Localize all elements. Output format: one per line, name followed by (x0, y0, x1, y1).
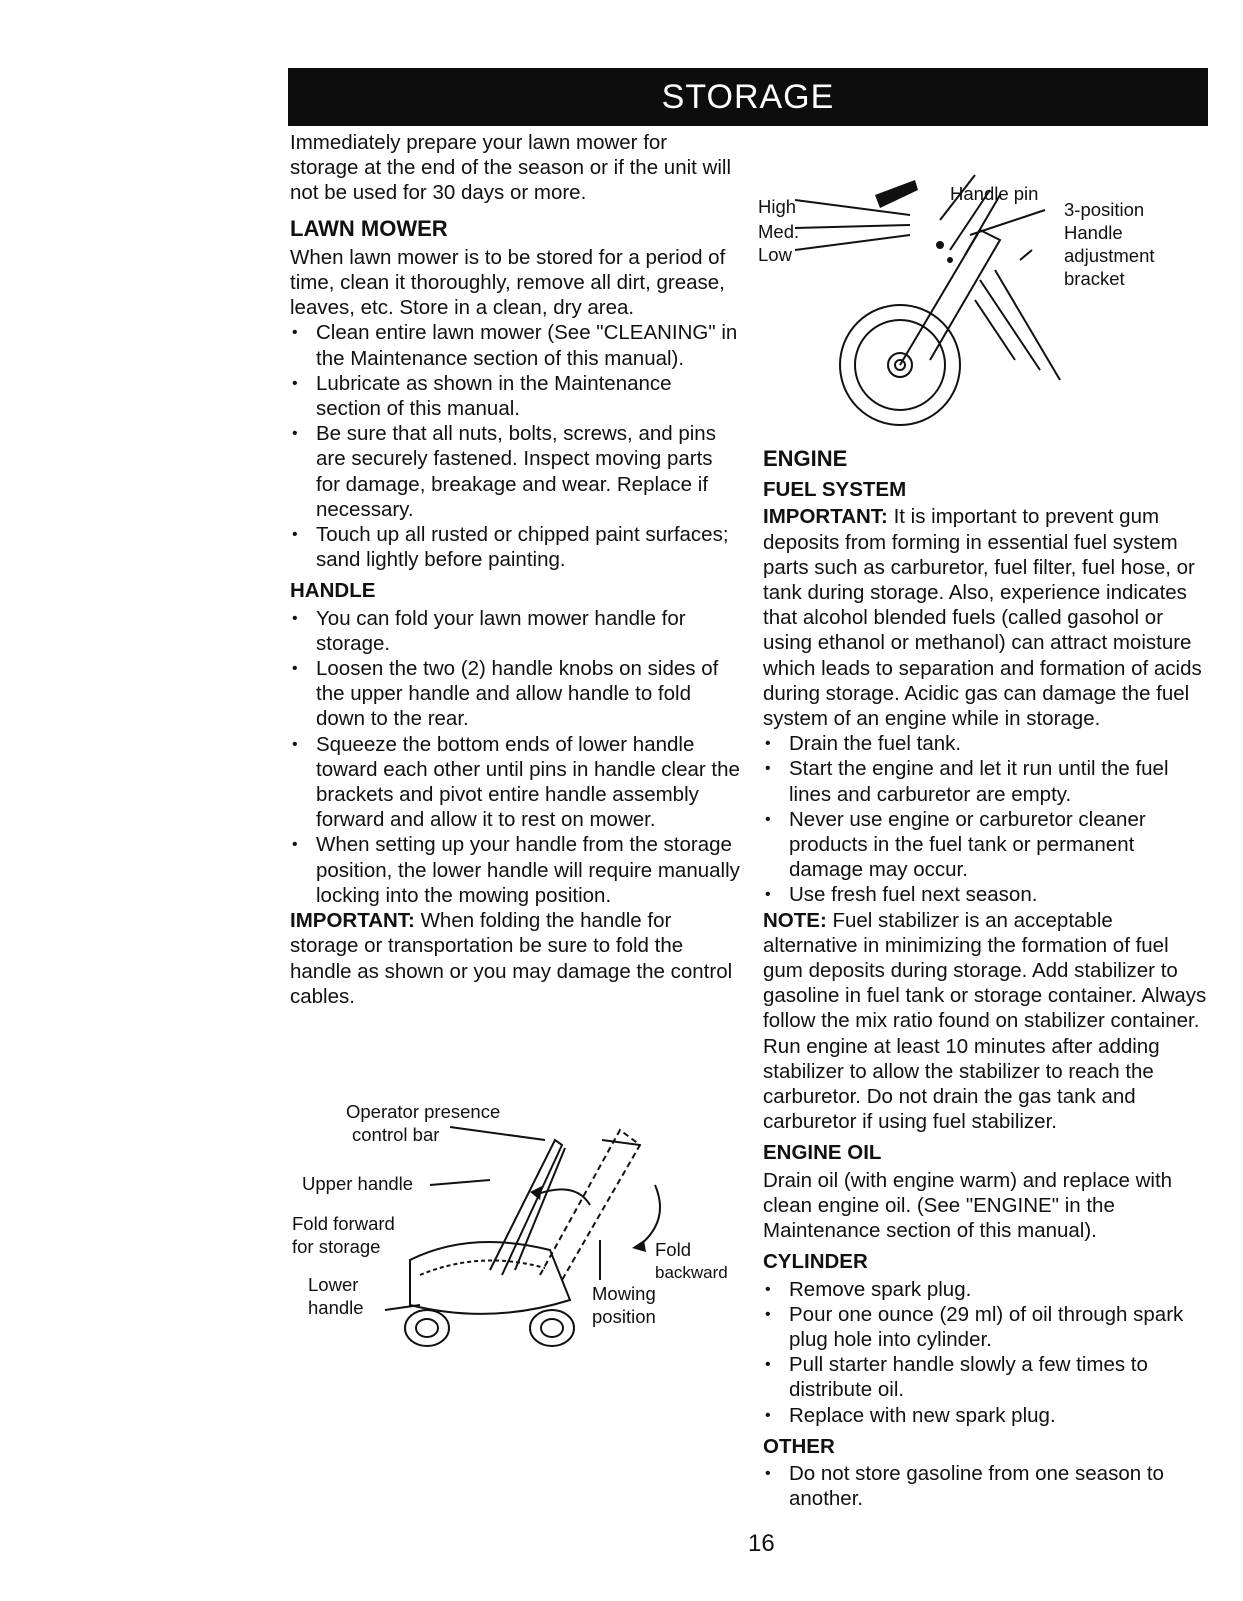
list-item: • Clean entire lawn mower (See "CLEANING" in the Maintenance section of this manual). (290, 320, 740, 370)
list-item: • Pour one ounce (29 ml) of oil through spark plug hole into cylinder. (763, 1302, 1208, 1352)
list-item: • When setting up your handle from the storage position, the lower handle will require manually locking into the mowing position. (290, 832, 740, 908)
operator-presence-label (346, 1100, 500, 1146)
list-item: • Never use engine or carburetor cleaner products in the fuel tank or permanent damage may occur. (763, 807, 1208, 883)
label-line: 3-position (1064, 199, 1145, 220)
other-heading: OTHER (763, 1434, 835, 1458)
list-item: • Loosen the two (2) handle knobs on sides of the upper handle and allow handle to fold down to the rear. (290, 656, 740, 732)
intro-paragraph: Immediately prepare your lawn mower for storage at the end of the season or if the unit will not be used for 30 days or more. (290, 131, 732, 205)
high-marker-shape (875, 180, 918, 208)
fuel-important (763, 504, 1208, 731)
bracket-shape (900, 230, 1000, 365)
fuel-note (763, 908, 1208, 1135)
label-line: handle (308, 1297, 364, 1318)
handle-list (290, 606, 740, 908)
low-label: Low (758, 244, 792, 265)
handle-height-illustration (800, 150, 1090, 440)
list-item: • Remove spark plug. (763, 1277, 1208, 1302)
label-line: control bar (352, 1124, 440, 1145)
list-item: • Lubricate as shown in the Maintenance section of this manual. (290, 371, 740, 421)
list-item: • Drain the fuel tank. (763, 731, 1208, 756)
med-label: Med. (758, 221, 800, 242)
list-item: • Use fresh fuel next season. (763, 882, 1208, 907)
lawn-mower-paragraph: When lawn mower is to be stored for a period of time, clean it thoroughly, remove all dirt, grease, leaves, etc. Store in a clean, dry area. (290, 245, 726, 320)
upper-handle-label: Upper handle (302, 1173, 414, 1194)
fuel-system-heading: FUEL SYSTEM (763, 478, 907, 502)
label-line: Mowing (592, 1283, 656, 1304)
list-item: • Be sure that all nuts, bolts, screws, and pins are securely fastened. Inspect moving parts for damage, breakage and wear. Replace if necessary. (290, 421, 740, 522)
front-wheel-shape (405, 1310, 449, 1346)
lawn-mower-heading: LAWN MOWER (290, 215, 448, 241)
right-column (763, 436, 1208, 1511)
cylinder-list (763, 1277, 1208, 1428)
engine-oil-paragraph: Drain oil (with engine warm) and replace with clean engine oil. (See "ENGINE" in the Maintenance section of this manual). (763, 1168, 1173, 1243)
label-line: position (592, 1306, 656, 1327)
label-line: Handle (1064, 222, 1123, 243)
engine-oil-heading: ENGINE OIL (763, 1141, 882, 1165)
cylinder-heading: CYLINDER (763, 1250, 868, 1274)
list-item: • Replace with new spark plug. (763, 1403, 1208, 1428)
label-line: Operator presence (346, 1101, 501, 1122)
list-item: • Squeeze the bottom ends of lower handle toward each other until pins in handle clear the brackets and pivot entire handle assembly forward and allow it to rest on mower. (290, 732, 740, 833)
rear-wheel-shape (530, 1310, 574, 1346)
fold-backward-arrow (640, 1185, 660, 1245)
list-item: • Pull starter handle slowly a few times to distribute oil. (763, 1352, 1208, 1402)
note-label: NOTE: (763, 908, 827, 932)
important-label: IMPORTANT: (763, 505, 888, 529)
important-label: IMPORTANT: (290, 909, 415, 933)
high-label: High (758, 196, 797, 217)
important-text: It is important to prevent gum deposits from forming in essential fuel system parts such as carburetor, fuel filter, fuel hose, or tank during storage. Also, experience indicates that alcohol blended fuels (called gasohol or using ethanol or methanol) can attract moisture which leads to separation and formation of acids during storage. Acidic gas can damage the fuel system of an engine while in storage. (763, 505, 1202, 731)
mower-deck-shape (410, 1242, 570, 1314)
other-list (763, 1461, 1208, 1511)
label-line: adjustment (1064, 245, 1155, 266)
label-line: Lower (308, 1274, 359, 1295)
note-text: Fuel stabilizer is an acceptable alternative in minimizing the formation of fuel gum deposits during storage. Add stabilizer to gasoline in fuel tank or storage container. Always follow the mix ratio found on stabilizer container. Run engine at least 10 minutes after adding stabilizer to allow the stabilizer to reach the carburetor. Do not drain the gas tank and carburetor if using fuel stabilizer. (763, 908, 1207, 1134)
engine-heading: ENGINE (763, 446, 848, 471)
page-number: 16 (748, 1530, 775, 1557)
label-line: backward (655, 1263, 728, 1282)
lawn-mower-list (290, 320, 740, 572)
list-item: • Start the engine and let it run until the fuel lines and carburetor are empty. (763, 756, 1208, 806)
fold-backward-label (655, 1238, 728, 1284)
handle-important (290, 908, 740, 1009)
important-text: When folding the handle for storage or transportation be sure to fold the handle as shown or you may damage the control cables. (290, 909, 733, 1008)
list-item: • Touch up all rusted or chipped paint surfaces; sand lightly before painting. (290, 522, 740, 572)
left-column (290, 130, 740, 1009)
lower-handle-label (308, 1273, 364, 1319)
section-banner: STORAGE (288, 68, 1208, 126)
adjustment-bracket-label (1064, 198, 1155, 290)
handle-heading: HANDLE (290, 579, 376, 603)
label-line: Fold forward (292, 1213, 395, 1234)
handle-pin-label: Handle pin (950, 183, 1039, 204)
label-line: bracket (1064, 268, 1125, 289)
label-line: Fold (655, 1239, 691, 1260)
list-item: • You can fold your lawn mower handle for storage. (290, 606, 740, 656)
list-item: • Do not store gasoline from one season to another. (763, 1461, 1208, 1511)
mowing-position-label (592, 1282, 656, 1328)
label-line: for storage (292, 1236, 381, 1257)
fuel-list (763, 731, 1208, 907)
fold-forward-label (292, 1212, 395, 1258)
